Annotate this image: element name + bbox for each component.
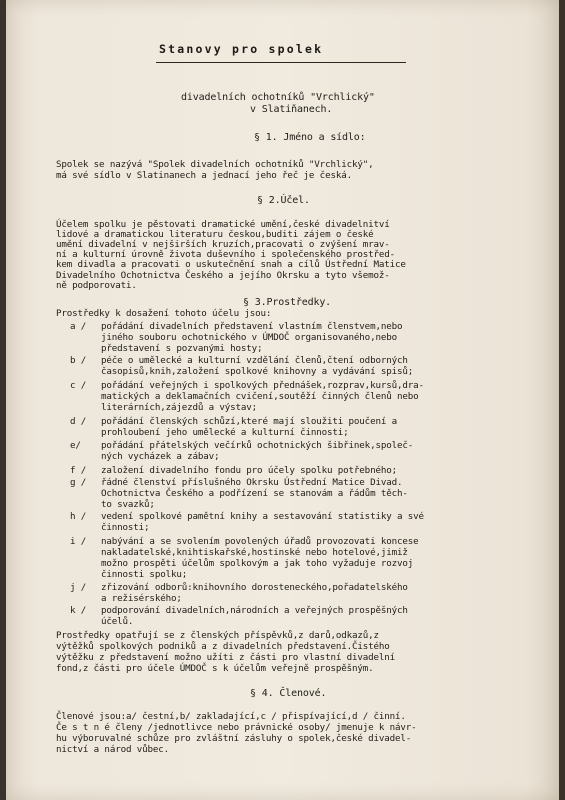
- item-line: ných vycházek a zábav;: [101, 451, 220, 462]
- item-line: matických a deklamačních cvičení,soutěží činných členů nebo: [101, 391, 419, 402]
- item-label: i /: [70, 536, 87, 547]
- item-line: péče o umělecké a kulturní vzdělání členů,čtení odborných: [101, 355, 408, 366]
- document-location: v Slatiňanech.: [250, 104, 333, 115]
- item-line: pořádání přátelských večírků ochotnických šibřinek,společ-: [101, 440, 414, 451]
- item-line: činnosti;: [101, 522, 150, 533]
- item-label: c /: [70, 380, 87, 391]
- item-line: řádné členství příslušného Okrsku Ústřední Matice Divad.: [101, 477, 403, 488]
- title-underline: [156, 62, 406, 63]
- item-line: a režisérského;: [101, 593, 182, 604]
- item-line: jiného souboru ochotnického v ÚMDOČ organisovaného,nebo: [101, 332, 397, 343]
- item-line: založení divadelního fondu pro účely spolku potřebného;: [101, 465, 397, 476]
- item-label: j /: [70, 582, 87, 593]
- item-line: účelů.: [101, 616, 134, 627]
- section-4-heading: § 4. Členové.: [250, 688, 327, 699]
- section-3-closing-line: fond,z části pro účele ÚMDOČ s k účelům veřejně prospěšným.: [56, 663, 374, 674]
- document-title: Stanovy pro spolek: [159, 42, 324, 56]
- section-2-heading: § 2.Účel.: [257, 195, 310, 206]
- section-4-line: nictví a národ vůbec.: [56, 744, 170, 755]
- item-line: nakladatelské,knihtiskařské,hostinské nebo hotelové,jimiž: [101, 547, 408, 558]
- section-1-line: má své sídlo v Slatinanech a jednací jeho řeč je česká.: [56, 170, 352, 181]
- item-label: k /: [70, 605, 87, 616]
- item-label: f /: [70, 465, 87, 476]
- section-2-line: kem divadla a pracovati o uskutečnění snah a cílů Ústřední Matice: [56, 259, 406, 270]
- item-line: časopisů,knih,založení spolkové knihovny a vydávání spisů;: [101, 366, 414, 377]
- section-2-line: ně podporovati.: [56, 280, 137, 291]
- section-4-line: Če s t n é členy /jednotlivce nebo právnické osoby/ jmenuje k návr-: [56, 722, 417, 733]
- item-line: pořádání veřejných i spolkových přednášek,rozprav,kursů,dra-: [101, 380, 424, 391]
- section-2-line: umění divadelní v nejširších kruzích,pracovati o zvýšení mrav-: [56, 239, 390, 250]
- section-2-line: Divadelního Ochotnictva Českého a jejího Okrsku a tyto všemož-: [56, 270, 390, 281]
- section-2-line: ní a kulturní úrovně života duševního i společenského prostřed-: [56, 249, 396, 260]
- item-line: pořádání divadelních představení vlastním členstvem,nebo: [101, 321, 403, 332]
- item-label: g /: [70, 477, 87, 488]
- section-4-line: hu výboruvalné schůze pro zvláštní zásluhy o spolek,české divadel-: [56, 733, 412, 744]
- document-page: [6, 0, 559, 800]
- item-line: představení s pozvanými hosty;: [101, 343, 263, 354]
- section-3-closing-line: Prostředky opatřují se z členských příspěvků,z darů,odkazů,z: [56, 630, 379, 641]
- item-line: nabývání a se svolením povolených úřadů provozovati koncese: [101, 536, 419, 547]
- item-label: b /: [70, 355, 87, 366]
- section-2-line: lidové a dramatickou literaturu českou,buditi zájem o české: [56, 229, 374, 240]
- item-line: činnosti spolku;: [101, 569, 188, 580]
- item-label: e/: [70, 440, 81, 451]
- section-2-line: Účelem spolku je pěstovati dramatické umění,české divadelnitví: [56, 219, 390, 230]
- item-line: pořádání členských schůzí,které mají sloužiti poučení a: [101, 416, 397, 427]
- item-label: h /: [70, 511, 87, 522]
- item-line: to svazků;: [101, 499, 155, 510]
- section-3-intro: Prostředky k dosažení tohoto účelu jsou:: [56, 308, 272, 319]
- item-label: a /: [70, 321, 87, 332]
- item-label: d /: [70, 416, 87, 427]
- section-4-line: Členové jsou:a/ čestní,b/ zakladající,c / přispívající,d / činní.: [56, 711, 406, 722]
- item-line: literárních,zájezdů a výstav;: [101, 402, 258, 413]
- item-line: prohloubení jeho umělecké a kulturní činnosti;: [101, 427, 349, 438]
- item-line: vedení spolkové pamětní knihy a sestavování statistiky a své: [101, 511, 424, 522]
- item-line: možno prospěti účelům spolkovým a jak toho vyžaduje rozvoj: [101, 558, 414, 569]
- section-1-heading: § 1. Jméno a sídlo:: [254, 132, 366, 143]
- section-3-closing-line: výtěžků spolkových podniků a z divadelních představení.Čistého: [56, 641, 390, 652]
- item-line: Ochotnictva Českého a podřízení se stanovám a řádům těch-: [101, 488, 408, 499]
- item-line: zřizování odborů:knihovního dorosteneckého,pořadatelského: [101, 582, 408, 593]
- section-3-heading: § 3.Prostředky.: [243, 297, 332, 308]
- item-line: podporování divadelních,národních a veřejných prospěšných: [101, 605, 408, 616]
- section-1-line: Spolek se nazývá "Spolek divadelních ochotníků "Vrchlický",: [56, 159, 374, 170]
- document-subtitle: divadelních ochotníků "Vrchlický": [181, 92, 375, 103]
- section-3-closing-line: výtěžku z představení možno užíti z části pro vlastní divadelní: [56, 652, 396, 663]
